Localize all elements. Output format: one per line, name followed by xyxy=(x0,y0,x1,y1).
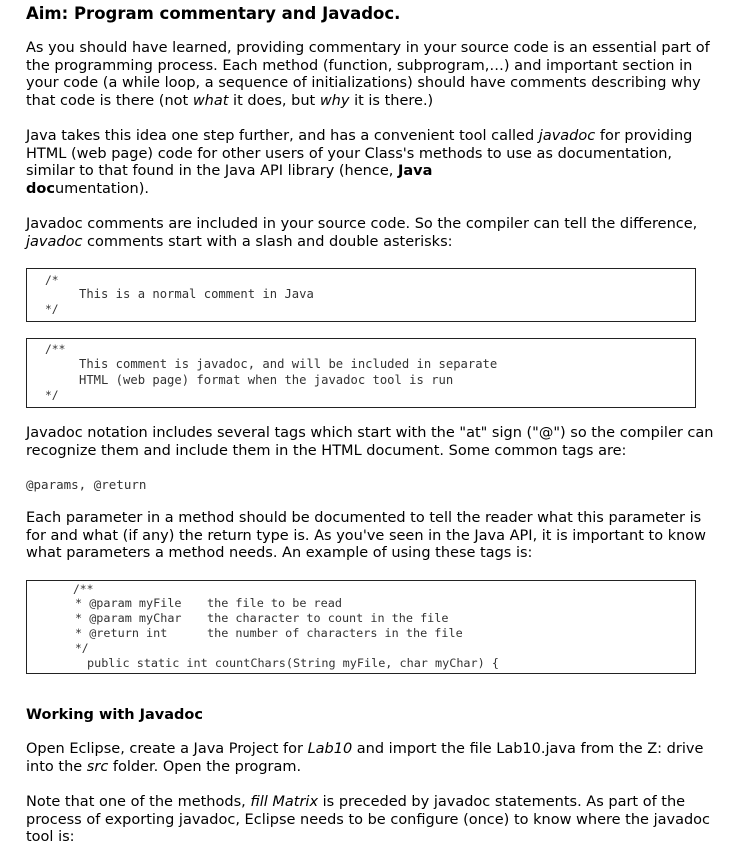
code-line: /* xyxy=(45,274,59,287)
code-line: This is a normal comment in Java xyxy=(79,287,314,301)
paragraph-fill-matrix: Note that one of the methods, fill Matrix is preceded by javadoc statements. As part of the process of exporting javadoc, Eclipse needs to be configure (once) to know where the javadoc tool is: xyxy=(26,794,711,845)
code-line: */ xyxy=(45,303,59,316)
paragraph-javadoc-comments: Javadoc comments are included in your source code. So the compiler can tell the difference, javadoc comments start with a slash and double asterisks: xyxy=(26,216,698,250)
code-line: public static int countChars(String myFile, char myChar) { xyxy=(87,656,499,670)
code-box-normal-comment xyxy=(26,268,696,322)
code-box-param-example xyxy=(26,580,696,674)
code-line: the file to be read xyxy=(207,596,342,610)
paragraph-commentary: As you should have learned, providing commentary in your source code is an essential part of the programming process. Each method (function, subprogram,…) and important section in your code (a while loop, a sequence of initializations) should have comments describing why that code is there (not what it does, but why it is there.) xyxy=(26,40,710,109)
code-line: the number of characters in the file xyxy=(207,626,463,640)
code-line: * @param myChar xyxy=(75,611,182,625)
code-line: the character to count in the file xyxy=(207,611,449,625)
paragraph-tags: Javadoc notation includes several tags which start with the "at" sign ("@") so the compiler can recognize them and include them in the HTML document. Some common tags are: xyxy=(26,425,714,459)
paragraph-open-eclipse: Open Eclipse, create a Java Project for Lab10 and import the file Lab10.java from the Z: drive into the src folder. Open the program. xyxy=(26,741,704,775)
code-line: HTML (web page) format when the javadoc tool is run xyxy=(79,373,454,387)
code-line: */ xyxy=(45,389,59,402)
code-line: /** xyxy=(73,583,94,596)
paragraph-javadoc-intro: Java takes this idea one step further, and has a convenient tool called javadoc for providing HTML (web page) code for other users of your Class's methods to use as documentation, similar to that found in the Java API library (hence, Java documentation). xyxy=(26,128,693,197)
code-line: This comment is javadoc, and will be included in separate xyxy=(79,357,498,371)
page-title: Aim: Program commentary and Javadoc. xyxy=(26,4,401,23)
tags-list: @params, @return xyxy=(26,477,147,492)
code-line: */ xyxy=(75,642,89,655)
code-box-javadoc-comment xyxy=(26,338,696,408)
code-line: * @return int xyxy=(75,626,168,640)
code-line: /** xyxy=(45,343,66,356)
code-line: * @param myFile xyxy=(75,596,182,610)
section-heading-working-with-javadoc: Working with Javadoc xyxy=(26,707,203,723)
paragraph-parameters: Each parameter in a method should be documented to tell the reader what this parameter is for and what (if any) the return type is. As you've seen in the Java API, it is important to know what parameters a method needs. An example of using these tags is: xyxy=(26,510,707,561)
